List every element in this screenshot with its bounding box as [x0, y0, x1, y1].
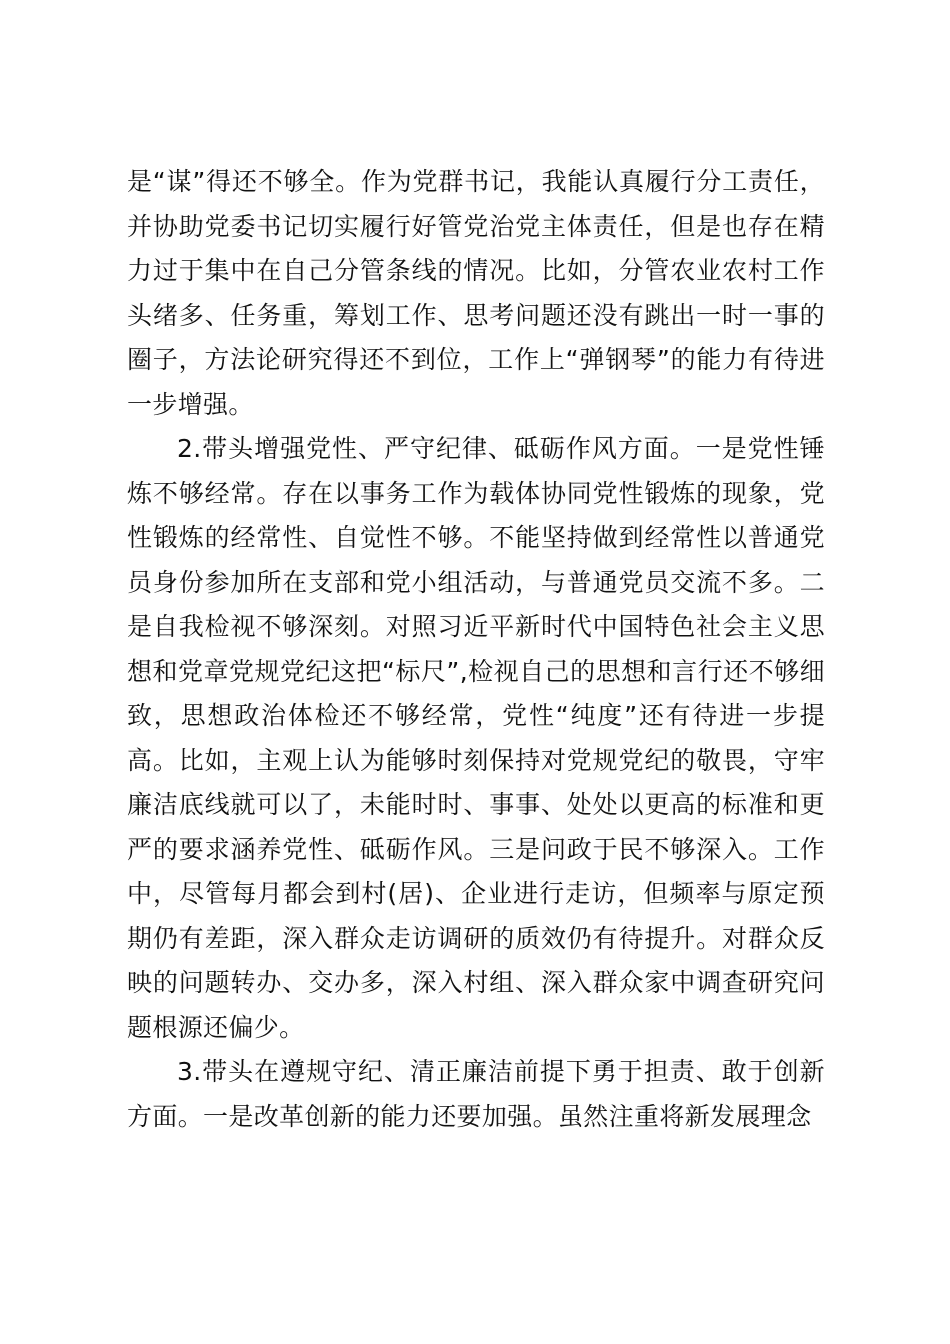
- paragraph-continued: 是“谋”得还不够全。作为党群书记，我能认真履行分工责任，并协助党委书记切实履行好管党治党主体责任，但是也存在精力过于集中在自己分管条线的情况。比如，分管农业农村工作头绪多、任务重，筹划工作、思考问题还没有跳出一时一事的圈子，方法论研究得还不到位，工作上“弹钢琴”的能力有待进一步增强。: [127, 167, 825, 419]
- paragraph-section-3: 3.带头在遵规守纪、清正廉洁前提下勇于担责、敢于创新方面。一是改革创新的能力还要加强。虽然注重将新发展理念: [127, 1057, 825, 1131]
- document-body: [127, 160, 825, 1139]
- paragraph-section-2: 2.带头增强党性、严守纪律、砥砺作风方面。一是党性锤炼不够经常。存在以事务工作为载体协同党性锻炼的现象，党性锻炼的经常性、自觉性不够。不能坚持做到经常性以普通党员身份参加所在支部和党小组活动，与普通党员交流不多。二是自我检视不够深刻。对照习近平新时代中国特色社会主义思想和党章党规党纪这把“标尺”,检视自己的思想和言行还不够细致，思想政治体检还不够经常，党性“纯度”还有待进一步提高。比如，主观上认为能够时刻保持对党规党纪的敬畏，守牢廉洁底线就可以了，未能时时、事事、处处以更高的标准和更严的要求涵养党性、砥砺作风。三是问政于民不够深入。工作中，尽管每月都会到村(居)、企业进行走访，但频率与原定预期仍有差距，深入群众走访调研的质效仍有待提升。对群众反映的问题转办、交办多，深入村组、深入群众家中调查研究问题根源还偏少。: [127, 434, 825, 1042]
